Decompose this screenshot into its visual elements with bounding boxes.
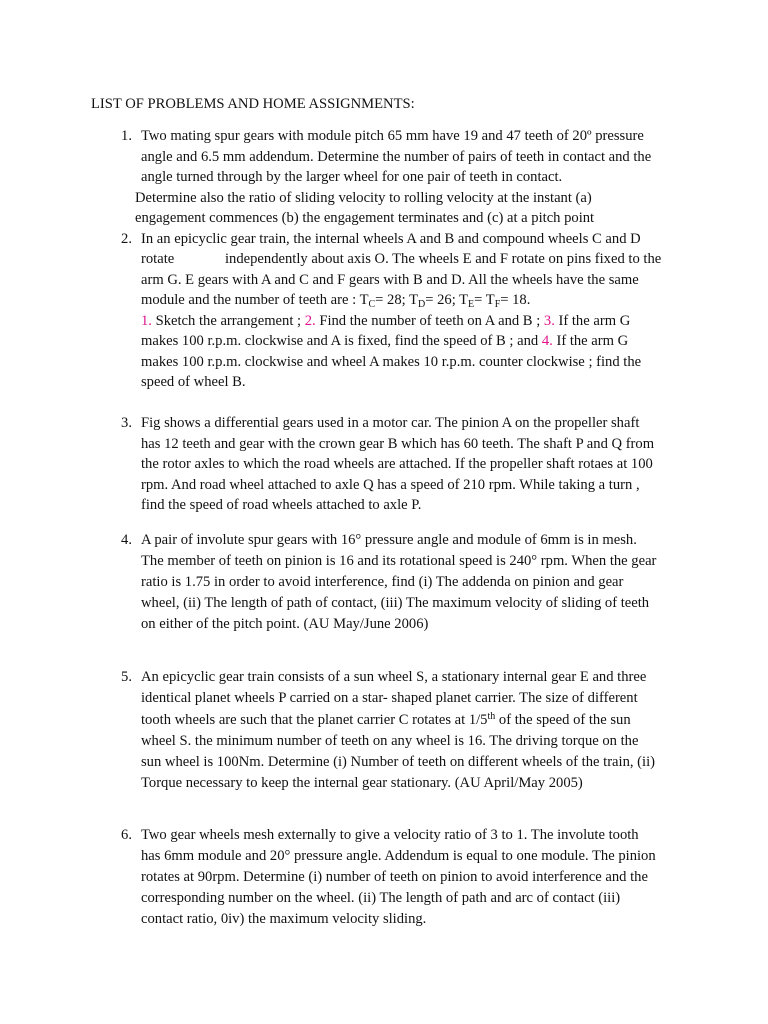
problem-line: wheel, (ii) The length of path of contact, (iii) The maximum velocity of sliding of teeth [141, 595, 650, 611]
problem-number: 2. [121, 231, 132, 247]
problem-number: 6. [121, 827, 132, 843]
page-heading: LIST OF PROBLEMS AND HOME ASSIGNMENTS: [91, 96, 415, 112]
tooth-count-line [141, 291, 530, 309]
tooth-count-text: = T [474, 292, 495, 308]
problem-line: on either of the pitch point. (AU May/June 2006) [141, 616, 429, 632]
line-text: tooth wheels are such that the planet carrier C rotates at 1/5 [141, 712, 488, 728]
superscript: th [487, 711, 496, 722]
part-text: makes 100 r.p.m. clockwise and A is fixed, find the speed of B ; and [141, 333, 542, 349]
problem-line: angle and 6.5 mm addendum. Determine the number of pairs of teeth in contact and the [141, 149, 652, 165]
problem-number: 3. [121, 415, 132, 431]
problem-line: rpm. And road wheel attached to axle Q has a speed of 210 rpm. While taking a turn , [141, 477, 640, 493]
problem-line: Torque necessary to keep the internal gear stationary. (AU April/May 2005) [141, 775, 583, 791]
problem-line: A pair of involute spur gears with 16° pressure angle and module of 6mm is in mesh. [141, 532, 637, 548]
subscript-c: C [368, 299, 376, 310]
part-text: Find the number of teeth on A and B ; [315, 313, 544, 329]
problem-line: Determine also the ratio of sliding velocity to rolling velocity at the instant (a) [135, 190, 592, 206]
problem-line: An epicyclic gear train consists of a sun wheel S, a stationary internal gear E and three [141, 669, 647, 685]
problem-line: speed of wheel B. [141, 374, 246, 390]
tooth-count-text: = 18. [500, 292, 531, 308]
part-number: 3. [543, 313, 555, 329]
problem-line: wheel S. the minimum number of teeth on any wheel is 16. The driving torque on the [141, 733, 639, 749]
part-number: 2. [304, 313, 316, 329]
problem-line: corresponding number on the wheel. (ii) The length of path and arc of contact (iii) [141, 890, 621, 906]
part-text: If the arm G [554, 313, 631, 329]
problem-line: ratio is 1.75 in order to avoid interference, find (i) The addenda on pinion and gear [141, 574, 624, 590]
problem-line: engagement commences (b) the engagement terminates and (c) at a pitch point [135, 210, 595, 226]
tooth-count-text: = 26; T [425, 292, 469, 308]
problem-line: The member of teeth on pinion is 16 and its rotational speed is 240° rpm. When the gear [141, 553, 657, 569]
problem-line-with-superscript [141, 711, 631, 729]
subscript-f: F [494, 299, 501, 310]
problem-line: identical planet wheels P carried on a star- shaped planet carrier. The size of different [141, 690, 638, 706]
subscript-d: D [417, 299, 426, 310]
problem-number: 4. [121, 532, 132, 548]
sub-parts-line [141, 312, 630, 330]
problem-line: contact ratio, 0iv) the maximum velocity sliding. [141, 911, 427, 927]
problem-line: rotate [141, 251, 175, 267]
problem-line: Fig shows a differential gears used in a motor car. The pinion A on the propeller shaft [141, 415, 640, 431]
tooth-count-text: = 28; T [375, 292, 418, 308]
line-text: of the speed of the sun [495, 712, 631, 728]
tooth-count-text: module and the number of teeth are : T [141, 292, 369, 308]
problem-line: arm G. E gears with A and C and F gears with B and D. All the wheels have the same [141, 272, 639, 288]
part-number: 1. [141, 313, 152, 329]
part-number: 4. [541, 333, 553, 349]
problem-line: Two mating spur gears with module pitch 65 mm have 19 and 47 teeth of 20º pressure [141, 128, 644, 144]
problem-line: Two gear wheels mesh externally to give a velocity ratio of 3 to 1. The involute tooth [141, 827, 639, 843]
problem-number: 1. [121, 128, 132, 144]
problem-line: sun wheel is 100Nm. Determine (i) Number of teeth on different wheels of the train, (ii) [141, 754, 656, 770]
problem-line: the rotor axles to which the road wheels are attached. If the propeller shaft rotaes at 100 [141, 456, 653, 472]
problem-line: find the speed of road wheels attached to axle P. [141, 497, 422, 513]
problem-number: 5. [121, 669, 132, 685]
sub-parts-line [141, 332, 628, 350]
problem-line: rotates at 90rpm. Determine (i) number of teeth on pinion to avoid interference and the [141, 869, 648, 885]
problem-line: has 12 teeth and gear with the crown gear B which has 60 teeth. The shaft P and Q from [141, 436, 655, 452]
problem-line: makes 100 r.p.m. clockwise and wheel A makes 10 r.p.m. counter clockwise ; find the [141, 354, 642, 370]
part-text: Sketch the arrangement ; [151, 313, 305, 329]
problem-line: In an epicyclic gear train, the internal wheels A and B and compound wheels C and D [141, 231, 641, 247]
problem-line: independently about axis O. The wheels E and F rotate on pins fixed to the [225, 251, 662, 267]
problem-line: has 6mm module and 20° pressure angle. Addendum is equal to one module. The pinion [141, 848, 656, 864]
subscript-e: E [468, 299, 475, 310]
part-text: If the arm G [552, 333, 629, 349]
problem-line: angle turned through by the larger wheel for one pair of teeth in contact. [141, 169, 563, 185]
